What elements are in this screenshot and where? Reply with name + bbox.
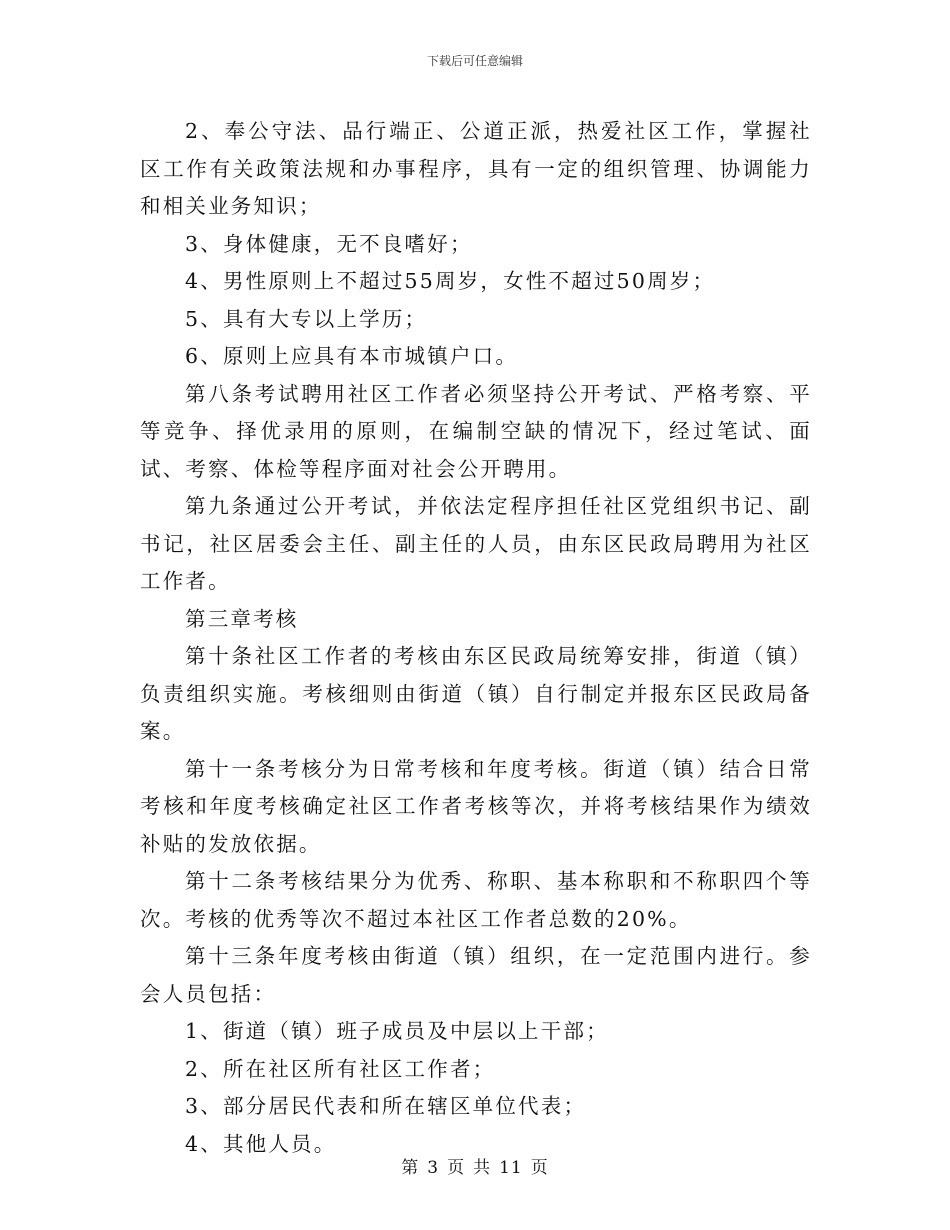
chapter-heading: 第三章考核 bbox=[185, 606, 299, 631]
footer-total-pages: 11 bbox=[499, 1158, 523, 1178]
paragraph: 第十二条考核结果分为优秀、称职、基本称职和不称职四个等次。考核的优秀等次不超过本社区工作者总数的20%。 bbox=[140, 869, 812, 931]
paragraph: 1、街道（镇）班子成员及中层以上干部； bbox=[185, 1019, 609, 1043]
paragraph: 第十一条考核分为日常考核和年度考核。街道（镇）结合日常考核和年度考核确定社区工作者考核等次，并将考核结果作为绩效补贴的发放依据。 bbox=[140, 756, 812, 856]
paragraph: 2、奉公守法、品行端正、公道正派，热爱社区工作，掌握社区工作有关政策法规和办事程序，具有一定的组织管理、协调能力和相关业务知识； bbox=[140, 119, 812, 218]
paragraph: 5、具有大专以上学历； bbox=[185, 306, 428, 331]
paragraph: 3、身体健康，无不良嗜好； bbox=[185, 231, 473, 256]
footer-suffix: 页 bbox=[530, 1158, 549, 1178]
page-header: 下载后可任意编辑 bbox=[426, 54, 523, 68]
paragraph: 3、部分居民代表和所在辖区单位代表； bbox=[185, 1094, 587, 1118]
paragraph: 4、男性原则上不超过55周岁，女性不超过50周岁； bbox=[185, 269, 716, 293]
paragraph: 4、其他人员。 bbox=[185, 1131, 337, 1156]
paragraph: 第八条考试聘用社区工作者必须坚持公开考试、严格考察、平等竞争、择优录用的原则，在编制空缺的情况下，经过笔试、面试、考察、体检等程序面对社会公开聘用。 bbox=[140, 381, 812, 481]
footer-total-word: 共 bbox=[473, 1158, 492, 1178]
footer-page-number: 3 bbox=[427, 1158, 440, 1178]
footer-prefix: 第 bbox=[401, 1158, 420, 1178]
document-body bbox=[140, 113, 812, 1163]
footer-page-word: 页 bbox=[447, 1158, 466, 1178]
paragraph: 6、原则上应具有本市城镇户口。 bbox=[185, 344, 519, 368]
paragraph: 第九条通过公开考试，并依法定程序担任社区党组织书记、副书记，社区居委会主任、副主任的人员，由东区民政局聘用为社区工作者。 bbox=[140, 494, 812, 593]
paragraph: 2、所在社区所有社区工作者； bbox=[185, 1056, 496, 1081]
page-footer bbox=[0, 1153, 950, 1178]
paragraph: 第十三条年度考核由街道（镇）组织，在一定范围内进行。参会人员包括： bbox=[140, 944, 812, 1006]
paragraph: 第十条社区工作者的考核由东区民政局统筹安排，街道（镇）负责组织实施。考核细则由街道（镇）自行制定并报东区民政局备案。 bbox=[140, 644, 812, 743]
